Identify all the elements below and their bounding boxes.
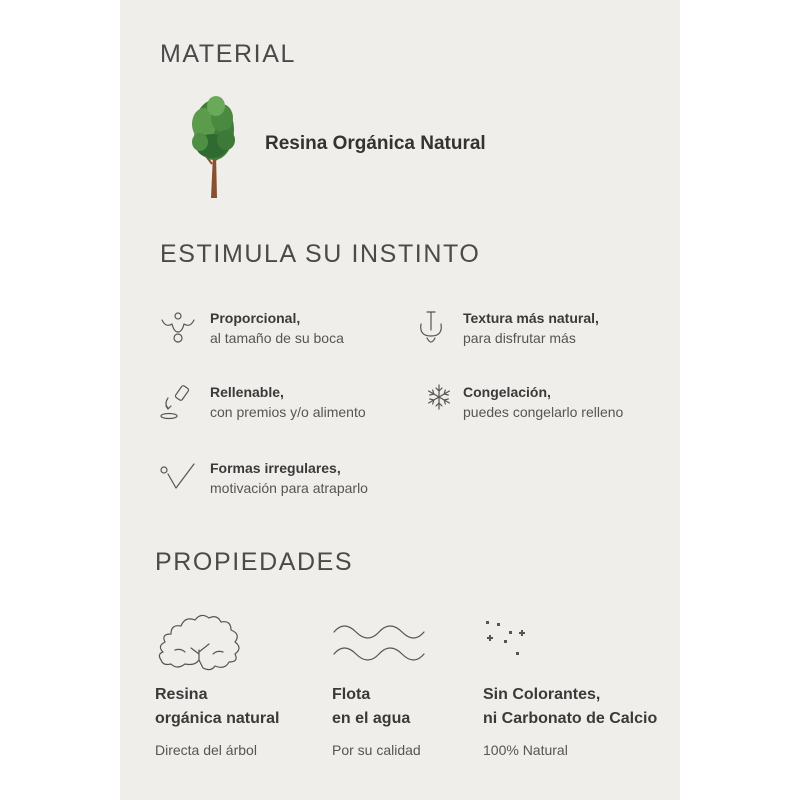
tree-outline-icon xyxy=(155,610,245,672)
property-title-line1: Resina xyxy=(155,686,208,703)
tree-illustration-icon xyxy=(186,94,242,202)
feature-title: Formas irregulares, xyxy=(210,460,341,476)
proportional-icon xyxy=(160,310,196,346)
feature-subtitle: para disfrutar más xyxy=(463,330,576,346)
texture-hook-icon xyxy=(413,310,449,346)
feature-title: Rellenable, xyxy=(210,384,284,400)
property-title-line2: en el agua xyxy=(332,710,411,727)
material-heading: MATERIAL xyxy=(160,40,296,68)
feature-title: Textura más natural, xyxy=(463,310,599,326)
feature-title: Proporcional, xyxy=(210,310,301,326)
snowflake-icon xyxy=(413,384,449,420)
feature-subtitle: puedes congelarlo relleno xyxy=(463,404,624,420)
feature-subtitle: motivación para atraparlo xyxy=(210,480,368,496)
property-title-line2: orgánica natural xyxy=(155,710,280,727)
property-title-line1: Flota xyxy=(332,686,371,703)
feature-title: Congelación, xyxy=(463,384,551,400)
instinct-heading: ESTIMULA SU INSTINTO xyxy=(160,240,481,268)
property-subtitle: Directa del árbol xyxy=(155,742,257,758)
feature-subtitle: con premios y/o alimento xyxy=(210,404,366,420)
fill-icon xyxy=(160,384,196,420)
property-title-line2: ni Carbonato de Calcio xyxy=(483,710,658,727)
waves-icon xyxy=(332,610,426,662)
material-label: Resina Orgánica Natural xyxy=(265,133,486,154)
property-subtitle: 100% Natural xyxy=(483,742,568,758)
property-title-line1: Sin Colorantes, xyxy=(483,686,601,703)
irregular-shape-icon xyxy=(160,460,196,496)
property-subtitle: Por su calidad xyxy=(332,742,421,758)
sparkle-dots-icon xyxy=(483,610,533,664)
properties-heading: PROPIEDADES xyxy=(155,548,354,576)
feature-subtitle: al tamaño de su boca xyxy=(210,330,344,346)
